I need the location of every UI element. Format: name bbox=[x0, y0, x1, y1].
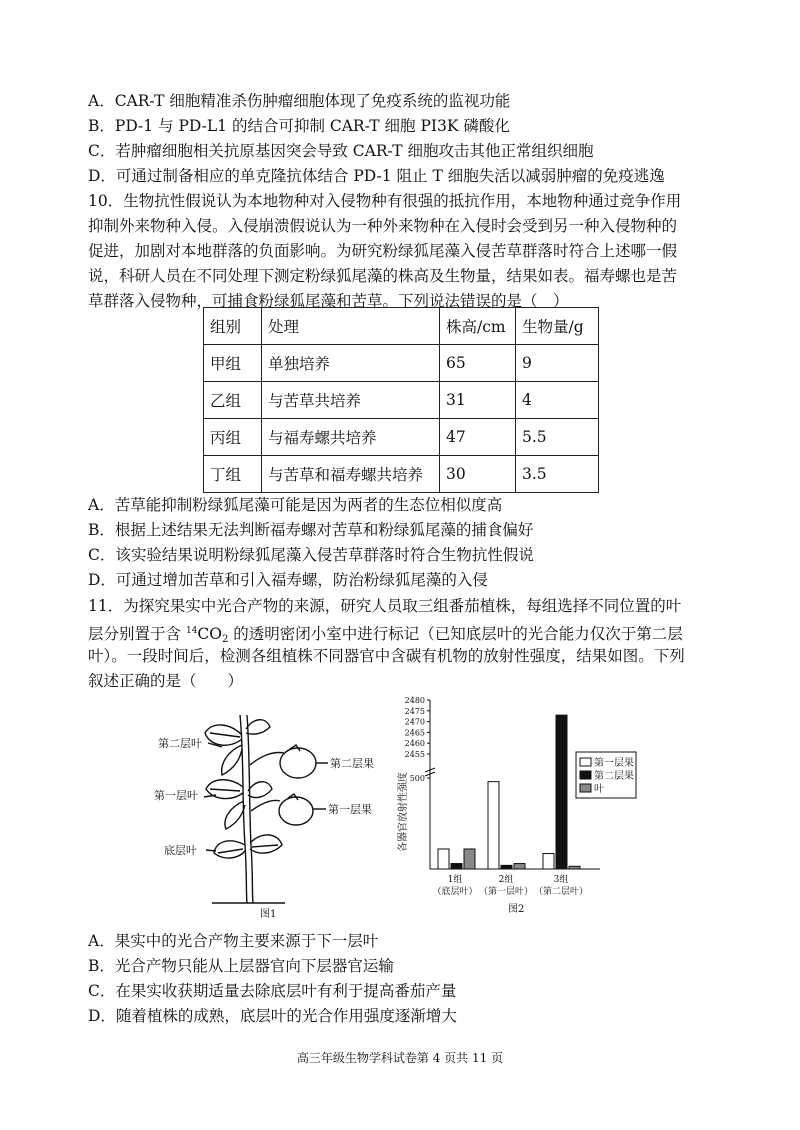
q9-option-b: B．PD-1 与 PD-L1 的结合可抑制 CAR-T 细胞 PI3K 磷酸化 bbox=[88, 117, 510, 135]
table-cell: 丁组 bbox=[204, 456, 262, 493]
q11-stem-line-4: 叙述正确的是（ ） bbox=[88, 672, 244, 690]
y-tick-label: 2470 bbox=[404, 717, 425, 727]
q10-stem-line-3: 促进，加剧对本地群落的负面影响。为研究粉绿狐尾藻入侵苦草群落时符合上述哪一假 bbox=[88, 242, 678, 260]
x-group-sublabel: （第一层叶） bbox=[478, 887, 534, 897]
table-cell: 单独培养 bbox=[262, 345, 440, 382]
co-text: CO bbox=[197, 625, 222, 643]
table-header-cell: 生物量/g bbox=[516, 308, 599, 345]
table-cell: 65 bbox=[440, 345, 516, 382]
q10-stem-line-4: 说，科研人员在不同处理下测定粉绿狐尾藻的株高及生物量，结果如表。福寿螺也是苦 bbox=[88, 267, 678, 285]
table-cell: 丙组 bbox=[204, 419, 262, 456]
bar-第二层果 bbox=[501, 865, 512, 869]
y-tick-label: 2460 bbox=[404, 739, 425, 749]
table-cell: 乙组 bbox=[204, 382, 262, 419]
y-tick-label: 500 bbox=[409, 774, 425, 783]
bar-第二层果 bbox=[451, 864, 462, 869]
table-cell: 47 bbox=[440, 419, 516, 456]
bar-第一层果 bbox=[488, 782, 499, 869]
q10-option-a: A．苦草能抑制粉绿狐尾藻可能是因为两者的生态位相似度高 bbox=[88, 496, 503, 514]
legend-swatch bbox=[580, 758, 591, 766]
q10-option-c: C．该实验结果说明粉绿狐尾藻入侵苦草群落时符合生物抗性假说 bbox=[88, 546, 534, 564]
x-group-sublabel: （第二层叶） bbox=[533, 887, 589, 897]
co2-subscript: 2 bbox=[221, 634, 229, 645]
legend-swatch bbox=[580, 771, 591, 779]
q11-stem-line-1: 11．为探究果实中光合产物的来源，研究人员取三组番茄植株，每组选择不同位置的叶 bbox=[88, 597, 682, 615]
table-cell: 9 bbox=[516, 345, 599, 382]
table-row bbox=[204, 456, 599, 493]
y-tick-label: 2455 bbox=[404, 750, 425, 759]
table-row bbox=[204, 419, 599, 456]
table-cell: 与福寿螺共培养 bbox=[262, 419, 440, 456]
legend-label: 叶 bbox=[594, 784, 604, 795]
table-cell: 31 bbox=[440, 382, 516, 419]
bar-叶 bbox=[464, 849, 475, 869]
q11-option-c: C．在果实收获期适量去除底层叶有利于提高番茄产量 bbox=[88, 982, 457, 1000]
fig1-label-second-fruit: 第二层果 bbox=[330, 757, 374, 770]
isotope-superscript: 14 bbox=[185, 626, 198, 636]
table-cell: 与苦草共培养 bbox=[262, 382, 440, 419]
x-group-label: 3组 bbox=[553, 875, 569, 885]
figure-2-bar-chart bbox=[390, 694, 640, 919]
q11-stem-text-a: 层分别置于含 bbox=[88, 625, 182, 643]
figure-1-plant-diagram bbox=[150, 705, 390, 920]
q11-stem-line-3: 叶）。一段时间后，检测各组植株不同器官中含碳有机物的放射性强度，结果如图。下列 bbox=[88, 647, 685, 665]
bar-第二层果 bbox=[556, 715, 567, 869]
table-cell: 5.5 bbox=[516, 419, 599, 456]
x-group-label: 2组 bbox=[498, 875, 514, 885]
table-cell: 4 bbox=[516, 382, 599, 419]
q10-option-b: B．根据上述结果无法判断福寿螺对苦草和粉绿狐尾藻的捕食偏好 bbox=[88, 521, 534, 539]
page-footer: 高三年级生物学科试卷第 4 页共 11 页 bbox=[296, 1051, 504, 1065]
table-header-cell: 组别 bbox=[204, 308, 262, 345]
q10-data-table bbox=[203, 307, 599, 493]
table-header-cell: 处理 bbox=[262, 308, 440, 345]
q10-stem-line-1: 10．生物抗性假说认为本地物种对入侵物种有很强的抵抗作用，本地物种通过竞争作用 bbox=[88, 192, 682, 210]
table-header-row bbox=[204, 308, 599, 345]
q9-option-c: C．若肿瘤细胞相关抗原基因突会导致 CAR-T 细胞攻击其他正常组织细胞 bbox=[88, 142, 594, 160]
x-group-sublabel: （底层叶） bbox=[432, 887, 478, 897]
fig1-label-second-leaf: 第二层叶 bbox=[158, 737, 202, 750]
y-tick-label: 2480 bbox=[404, 696, 425, 705]
fig1-label-bottom-leaf: 底层叶 bbox=[164, 844, 197, 857]
q10-option-d: D．可通过增加苦草和引入福寿螺，防治粉绿狐尾藻的入侵 bbox=[88, 571, 488, 589]
fig1-label-first-leaf: 第一层叶 bbox=[154, 789, 198, 802]
table-row bbox=[204, 345, 599, 382]
table-cell: 甲组 bbox=[204, 345, 262, 382]
bar-叶 bbox=[569, 866, 580, 869]
legend-label: 第一层果 bbox=[594, 758, 634, 769]
q11-stem-text-b: 的透明密闭小室中进行标记（已知底层叶的光合能力仅次于第二层 bbox=[233, 625, 683, 643]
y-tick-label: 2475 bbox=[404, 706, 425, 716]
bar-叶 bbox=[514, 864, 525, 869]
q10-stem-line-2: 抑制外来物种入侵。入侵崩溃假说认为一种外来物种在入侵时会受到另一种入侵物种的 bbox=[88, 217, 678, 235]
table-header-cell: 株高/cm bbox=[440, 308, 516, 345]
legend-swatch bbox=[580, 784, 591, 792]
table-row bbox=[204, 382, 599, 419]
q11-option-a: A．果实中的光合产物主要来源于下一层叶 bbox=[88, 932, 379, 950]
table-cell: 与苦草和福寿螺共培养 bbox=[262, 456, 440, 493]
bar-第一层果 bbox=[543, 854, 554, 869]
fig2-y-axis-label: 各器官放射性强度 bbox=[398, 772, 409, 852]
q9-option-a: A．CAR-T 细胞精准杀伤肿瘤细胞体现了免疫系统的监视功能 bbox=[88, 92, 511, 110]
fig1-caption: 图1 bbox=[260, 909, 277, 920]
table-cell: 3.5 bbox=[516, 456, 599, 493]
fig2-caption: 图2 bbox=[508, 904, 525, 915]
y-tick-label: 2465 bbox=[404, 728, 425, 738]
q11-option-d: D．随着植株的成熟，底层叶的光合作用强度逐渐增大 bbox=[88, 1007, 457, 1025]
fig1-label-first-fruit: 第一层果 bbox=[328, 803, 372, 816]
x-group-label: 1组 bbox=[447, 875, 463, 885]
q10-stem-line-5: 草群落入侵物种，可捕食粉绿狐尾藻和苦草。下列说法错误的是（ ） bbox=[88, 292, 569, 310]
legend-label: 第二层果 bbox=[594, 771, 634, 782]
q11-option-b: B．光合产物只能从上层器官向下层器官运输 bbox=[88, 957, 394, 975]
q9-option-d: D．可通过制备相应的单克隆抗体结合 PD-1 阻止 T 细胞失活以减弱肿瘤的免疫逃逸 bbox=[88, 167, 665, 185]
table-cell: 30 bbox=[440, 456, 516, 493]
bar-第一层果 bbox=[438, 849, 449, 869]
